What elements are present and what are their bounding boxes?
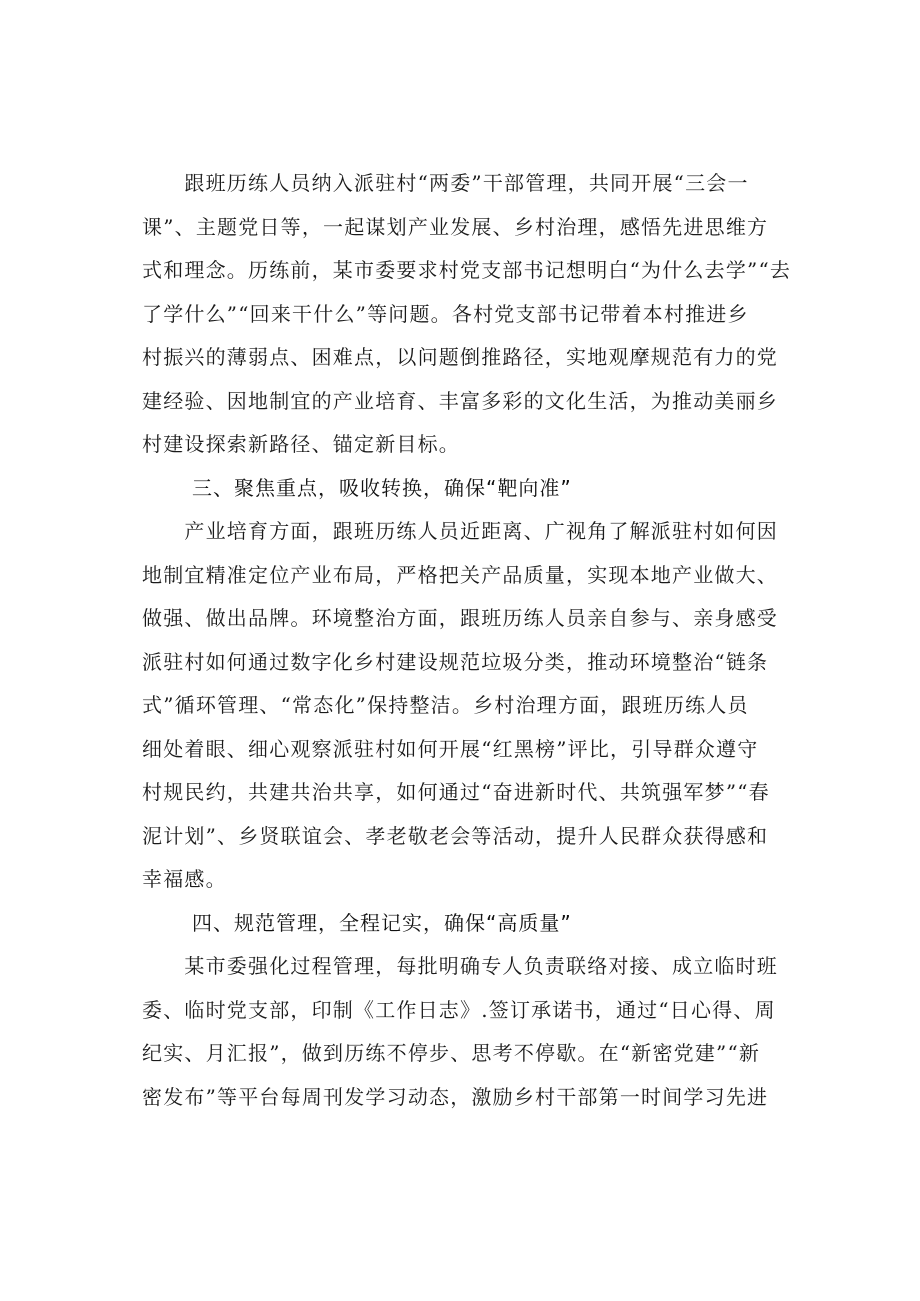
paragraph-line: 委、临时党支部，印制《工作日志》.签订承诺书，通过“日心得、周 <box>142 997 776 1022</box>
paragraph-line: 派驻村如何通过数字化乡村建设规范垃圾分类，推动环境整治“链条 <box>142 649 769 674</box>
paragraph-line: 式和理念。历练前，某市委要求村党支部书记想明白“为什么去学”“去 <box>142 258 792 282</box>
paragraph-line: 地制宜精准定位产业布局，严格把关产品质量，实现本地产业做大、 <box>142 562 778 587</box>
paragraph-line: 村振兴的薄弱点、困难点，以问题倒推路径，实地观摩规范有力的党 <box>142 345 778 369</box>
body-paragraph <box>142 510 802 902</box>
paragraph-line: 产业培育方面，跟班历练人员近距离、广视角了解派驻村如何因 <box>142 519 778 543</box>
paragraph-line: 做强、做出品牌。环境整治方面，跟班历练人员亲自参与、亲身感受 <box>142 606 778 630</box>
paragraph-line: 建经验、因地制宜的产业培育、丰富多彩的文化生活，为推动美丽乡 <box>142 388 778 413</box>
section-heading: 三、聚焦重点，吸收转换，确保“靶向准” <box>192 475 572 500</box>
body-paragraph <box>142 162 802 467</box>
paragraph-line: 式”循环管理、“常态化”保持整洁。乡村治理方面，跟班历练人员 <box>142 693 749 717</box>
paragraph-line: 纪实、月汇报”，做到历练不停步、思考不停歇。在“新密党建”“新 <box>142 1041 761 1065</box>
paragraph-line: 村规民约，共建共治共享，如何通过“奋进新时代、共筑强军梦”“春 <box>142 780 770 804</box>
document-body <box>142 162 802 1119</box>
paragraph-line: 幸福感。 <box>142 867 227 891</box>
body-paragraph <box>142 945 802 1119</box>
paragraph-line: 跟班历练人员纳入派驻村“两委”干部管理，共同开展“三会一 <box>142 171 749 195</box>
section-heading: 四、规范管理，全程记实，确保“高质量” <box>192 910 572 935</box>
paragraph-line: 细处着眼、细心观察派驻村如何开展“红黑榜”评比，引导群众遵守 <box>142 736 759 761</box>
paragraph-line: 泥计划”、乡贤联谊会、孝老敬老会等活动，提升人民群众获得感和 <box>142 823 769 848</box>
paragraph-line: 密发布”等平台每周刊发学习动态，激励乡村干部第一时间学习先进 <box>142 1084 769 1109</box>
paragraph-line: 了学什么”“回来干什么”等问题。各村党支部书记带着本村推进乡 <box>142 301 749 326</box>
paragraph-line: 课”、主题党日等，一起谋划产业发展、乡村治理，感悟先进思维方 <box>142 214 769 239</box>
paragraph-line: 村建设探索新路径、锚定新目标。 <box>142 432 460 456</box>
paragraph-line: 某市委强化过程管理，每批明确专人负责联络对接、成立临时班 <box>142 954 778 978</box>
